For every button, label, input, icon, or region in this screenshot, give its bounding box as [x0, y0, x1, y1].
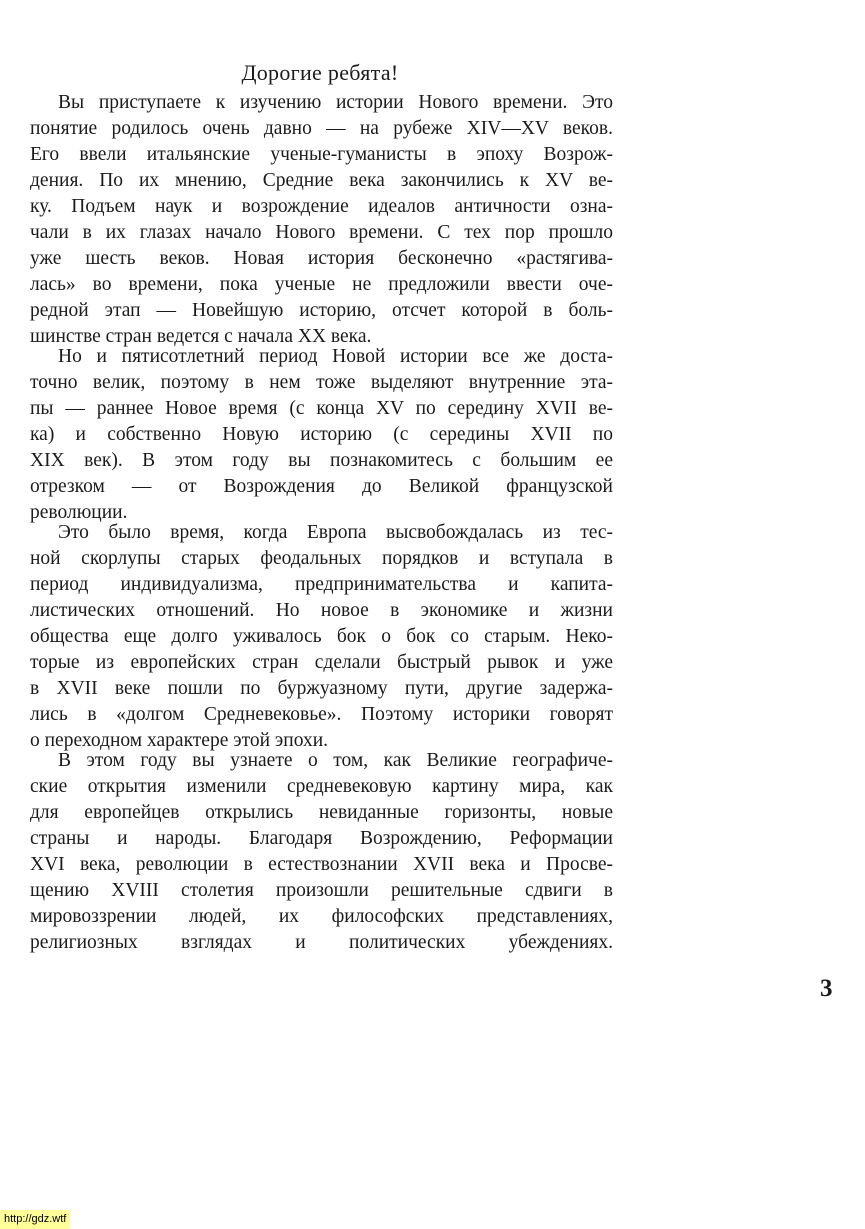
text-line: понятие родилось очень давно — на рубеже XIV—XV веков.: [30, 118, 613, 139]
text-line: революции.: [30, 502, 128, 523]
text-line: щению XVIII столетия произошли решительные сдвиги в: [30, 880, 613, 901]
text-line: XVI века, революции в естествознании XVII века и Просве-: [30, 854, 613, 875]
text-line: уже шесть веков. Новая история бесконечно «растягива-: [30, 248, 613, 269]
page-title: Дорогие ребята!: [241, 60, 399, 85]
text-line: религиозных взглядах и политических убеждениях.: [30, 932, 613, 953]
source-link[interactable]: http://gdz.wtf: [0, 1210, 70, 1229]
text-line: XIX век). В этом году вы познакомитесь с большим ее: [30, 450, 613, 471]
text-line: Это было время, когда Европа высвобождалась из тес-: [58, 522, 613, 543]
text-line: о переходном характере этой эпохи.: [30, 730, 329, 751]
text-line: ной скорлупы старых феодальных порядков и вступала в: [30, 548, 613, 569]
text-line: страны и народы. Благодаря Возрождению, Реформации: [30, 828, 613, 849]
text-line: пы — раннее Новое время (с конца XV по середину XVII ве-: [30, 398, 613, 419]
text-line: лась» во времени, пока ученые не предложили ввести оче-: [30, 274, 613, 295]
text-line: мировоззрении людей, их философских представлениях,: [30, 906, 613, 927]
text-line: ка) и собственно Новую историю (с середины XVII по: [30, 424, 613, 445]
text-line: ку. Подъем наук и возрождение идеалов античности озна-: [30, 196, 613, 217]
text-line: точно велик, поэтому в нем тоже выделяют внутренние эта-: [30, 372, 613, 393]
text-line: в XVII веке пошли по буржуазному пути, другие задержа-: [30, 678, 613, 699]
text-line: чали в их глазах начало Нового времени. С тех пор прошло: [30, 222, 613, 243]
text-line: отрезком — от Возрождения до Великой французской: [30, 476, 613, 497]
text-line: шинстве стран ведется с начала XX века.: [30, 326, 372, 347]
text-line: ские открытия изменили средневековую картину мира, как: [30, 776, 613, 797]
text-line: лись в «долгом Средневековье». Поэтому историки говорят: [30, 704, 613, 725]
text-line: В этом году вы узнаете о том, как Великие географиче-: [58, 750, 613, 771]
text-line: редной этап — Новейшую историю, отсчет которой в боль-: [30, 300, 613, 321]
text-line: дения. По их мнению, Средние века закончились к XV ве-: [30, 170, 613, 191]
page-number: 3: [820, 975, 833, 1002]
text-line: период индивидуализма, предпринимательства и капита-: [30, 574, 613, 595]
text-line: Его ввели итальянские ученые-гуманисты в эпоху Возрож-: [30, 144, 613, 165]
text-line: для европейцев открылись невиданные горизонты, новые: [30, 802, 613, 823]
text-line: общества еще долго уживалось бок о бок со старым. Неко-: [30, 626, 613, 647]
text-line: Но и пятисотлетний период Новой истории все же доста-: [58, 346, 613, 367]
text-line: торые из европейских стран сделали быстрый рывок и уже: [30, 652, 613, 673]
text-line: Вы приступаете к изучению истории Нового времени. Это: [58, 92, 613, 113]
text-line: листических отношений. Но новое в экономике и жизни: [30, 600, 613, 621]
